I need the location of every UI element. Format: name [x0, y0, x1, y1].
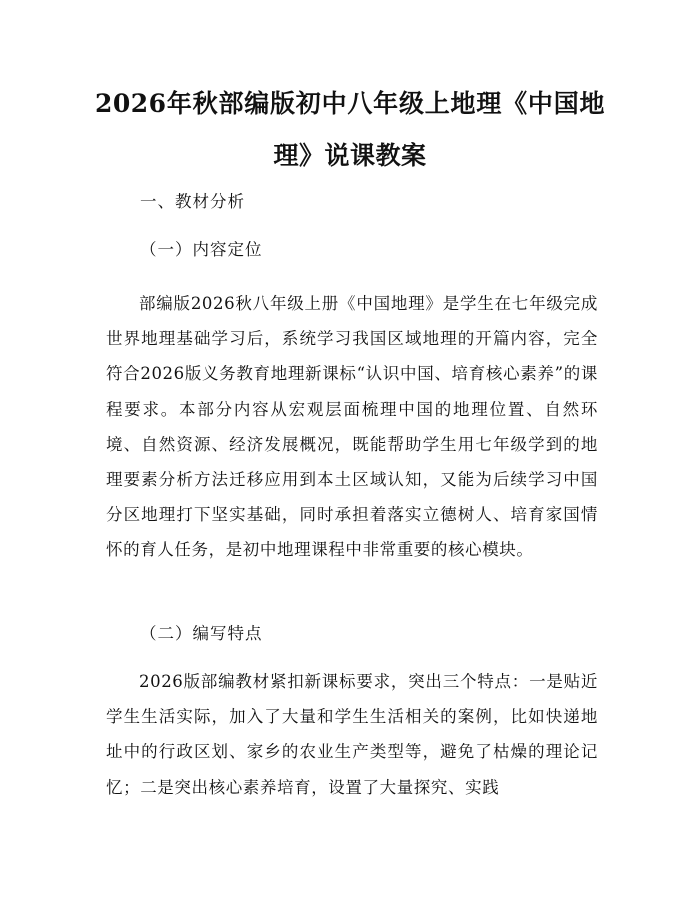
paragraph-content-positioning: 部编版2026秋八年级上册《中国地理》是学生在七年级完成世界地理基础学习后，系统学习我国区域地理的开篇内容，完全符合2026版义务教育地理新课标“认识中国、培育核心素养”的课程要求。本部分内容从宏观层面梳理中国的地理位置、自然环境、自然资源、经济发展概况，既能帮助学生用七年级学到的地理要素分析方法迁移应用到本土区域认知，又能为后续学习中国分区地理打下坚实基础，同时承担着落实立德树人、培育家国情怀的育人任务，是初中地理课程中非常重要的核心模块。 — [106, 294, 598, 560]
section-heading-textbook-analysis: 一、教材分析 — [140, 192, 245, 211]
subsection-heading-content-positioning: （一）内容定位 — [140, 240, 263, 259]
subsection-heading-writing-features: （二）编写特点 — [140, 624, 263, 643]
paragraph-writing-features: 2026版部编教材紧扣新课标要求，突出三个特点：一是贴近学生生活实际，加入了大量和学生生活相关的案例，比如快递地址中的行政区划、家乡的农业生产类型等，避免了枯燥的理论记忆；二是突出核心素养培育，设置了大量探究、实践 — [106, 672, 598, 797]
document-title: 2026年秋部编版初中八年级上地理《中国地理》说课教案 — [95, 89, 605, 170]
